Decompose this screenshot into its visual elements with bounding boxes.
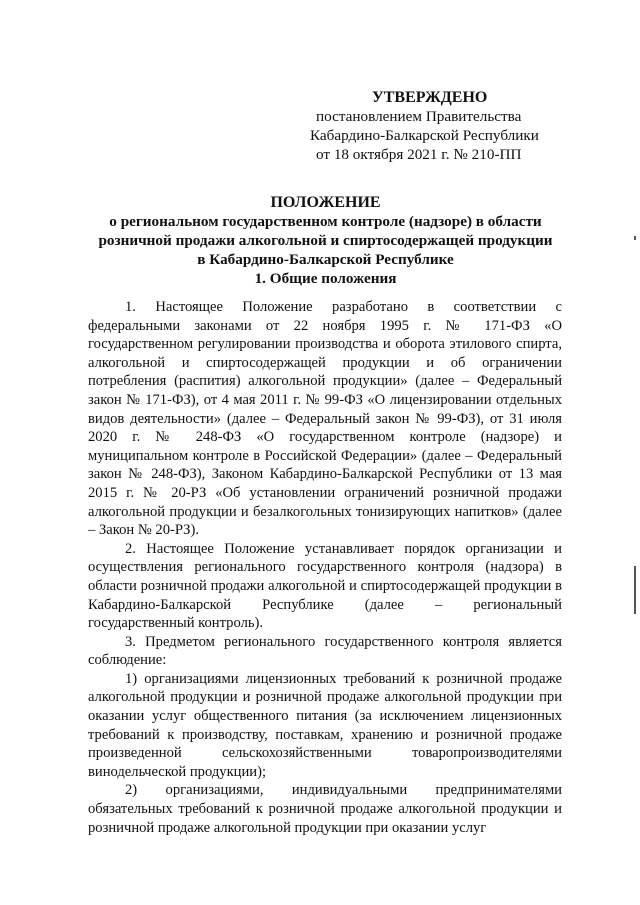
- document-subtitle-line-3: в Кабардино-Балкарской Республике: [197, 251, 454, 268]
- approval-line-1: постановлением Правительства: [316, 108, 522, 125]
- document-subtitle-line-2: розничной продажи алкогольной и спиртосодержащей продукции: [98, 232, 553, 249]
- paragraph-1: 1. Настоящее Положение разработано в соответствии с федеральными законами от 22 ноября 1995 г. № 171-ФЗ «О государственном регулировании производства и оборота этилового спирта, алкогольной и спиртосодержащей продукции и об ограничении потребления (распития) алкогольной продукции» (далее – Федеральный закон № 171-ФЗ), от 4 мая 2011 г. № 99-ФЗ «О лицензировании отдельных видов деятельности» (далее – Федеральный закон № 99-ФЗ), от 31 июля 2020 г. № 248-ФЗ «О государственном контроле (надзоре) и муниципальном контроле в Российской Федерации» (далее – Федеральный закон № 248-ФЗ), Законом Кабардино-Балкарской Республики от 13 мая 2015 г. № 20-РЗ «Об установлении ограничений розничной продажи алкогольной продукции и безалкогольных тонизирующих напитков» (далее – Закон № 20-РЗ).: [88, 299, 562, 539]
- paragraph-3-item-1: 1) организациями лицензионных требований к розничной продаже алкогольной продукции и розничной продаже алкогольной продукции при оказании услуг общественного питания (за исключением лицензионных требований к производству, поставкам, хранению и розничной продаже произведенной сельскохозяйственными товаропроизводителями винодельческой продукции);: [88, 670, 562, 780]
- document-heading: [88, 193, 563, 288]
- approval-line-3: от 18 октября 2021 г. № 210-ПП: [316, 146, 522, 163]
- scan-edge-mark: [634, 566, 636, 614]
- scan-edge-mark: [634, 236, 636, 240]
- paragraph-2: 2. Настоящее Положение устанавливает порядок организации и осуществления регионального государственного контроля (надзора) в области розничной продажи алкогольной и спиртосодержащей продукции в Кабардино-Балкарской Республике (далее – региональный государственный контроль).: [88, 540, 562, 632]
- section-title: 1. Общие положения: [254, 270, 397, 287]
- approval-line-2: Кабардино-Балкарской Республики: [310, 127, 539, 144]
- approval-stamp: [310, 88, 610, 164]
- paragraph-3: 3. Предметом регионального государственного контроля является соблюдение:: [88, 633, 562, 669]
- paragraph-3-item-2: 2) организациями, индивидуальными предпринимателями обязательных требований к розничной продаже алкогольной продукции и розничной продаже алкогольной продукции при оказании услуг: [88, 782, 562, 836]
- document-body: [88, 298, 562, 837]
- approval-title: УТВЕРЖДЕНО: [372, 89, 488, 106]
- document-subtitle-line-1: о региональном государственном контроле (надзоре) в области: [109, 213, 542, 230]
- document-title: ПОЛОЖЕНИЕ: [270, 194, 381, 211]
